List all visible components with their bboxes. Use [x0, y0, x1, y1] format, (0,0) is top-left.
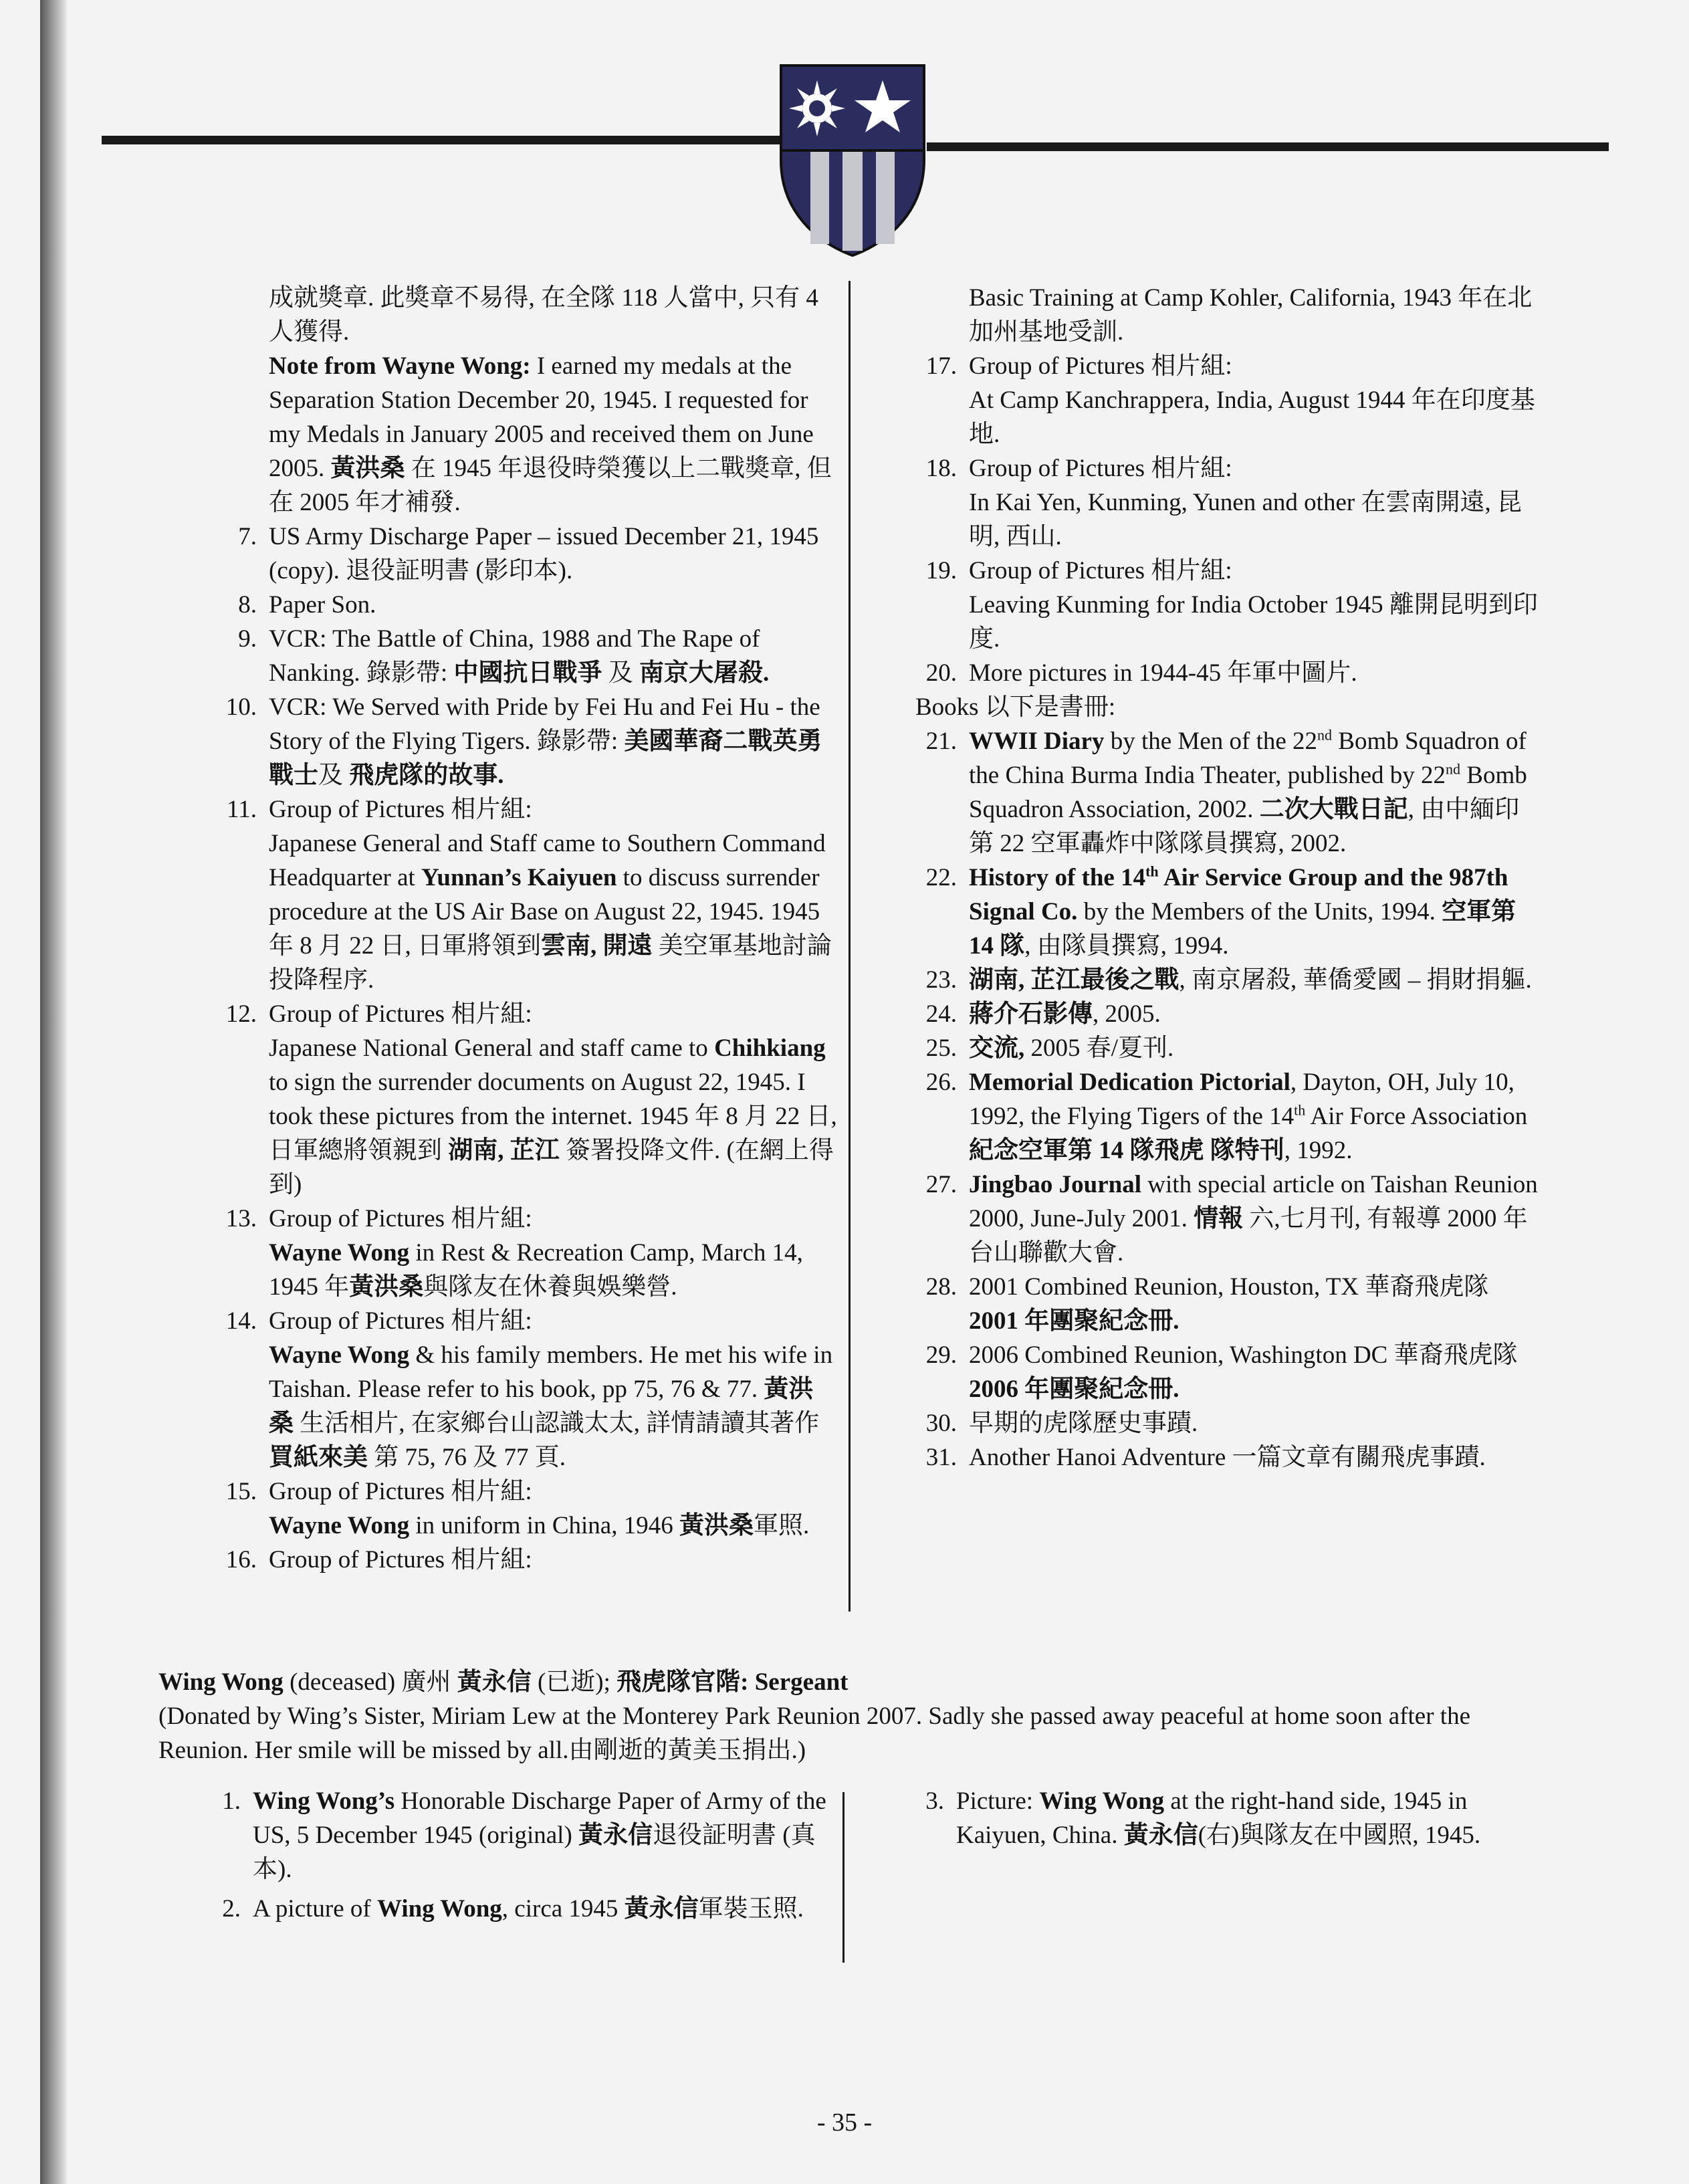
item-text: , Dayton, OH, July 10, 1992, the Flying Tigers of the 14: [969, 1069, 1514, 1130]
item-number: 9.: [238, 625, 257, 653]
book-title: History of the 14: [969, 864, 1146, 891]
desc-text: 簽署投降文件. (在網上得到): [269, 1137, 834, 1198]
item-bold: 2006 年團聚紀念冊.: [969, 1376, 1179, 1403]
item-text: by the Men of the 22: [1104, 728, 1318, 755]
book-title: 交流,: [969, 1034, 1025, 1062]
item-title: Group of Pictures 相片組:: [969, 455, 1232, 482]
desc-text: in uniform in China, 1946: [409, 1512, 679, 1539]
item-number: 10.: [225, 693, 257, 721]
list-item: [215, 690, 837, 792]
item-text: , 由隊員撰寫, 1994.: [1024, 932, 1229, 960]
binding-shadow: [40, 0, 67, 2184]
desc-bold: Wayne Wong: [269, 1341, 410, 1369]
item-number: 26.: [925, 1069, 957, 1096]
item-text: Bomb Squadron Association, 2002.: [969, 762, 1527, 823]
item-number: 17.: [925, 352, 957, 380]
item-number: 7.: [238, 523, 257, 550]
item-title: Group of Pictures 相片組:: [969, 352, 1232, 380]
book-title: Memorial Dedication Pictorial: [969, 1069, 1290, 1096]
item-text: 2005 春/夏刊.: [1024, 1034, 1174, 1062]
desc-bold: Wayne Wong: [269, 1512, 410, 1539]
wing-right-column: [903, 1784, 1531, 1852]
item-text: US Army Discharge Paper – issued December 21, 1945 (copy). 退役証明書 (影印本).: [269, 523, 819, 584]
item-number: 2.: [222, 1895, 241, 1923]
desc-text: in Rest & Recreation Camp, March 14, 1945 年: [269, 1239, 803, 1301]
item-text: Honorable Discharge Paper of Army of the US, 5 December 1945 (original): [253, 1787, 826, 1849]
desc-text: & his family members. He met his wife in Taishan. Please refer to his book, pp 75, 76 & 77.: [269, 1341, 833, 1403]
item-description: In Kai Yen, Kunming, Yunen and other 在雲南開遠, 昆明, 西山.: [969, 489, 1522, 550]
item-number: 28.: [925, 1273, 957, 1301]
person-name: Wing Wong: [158, 1668, 284, 1696]
item-text: 退役証明書 (真本).: [253, 1822, 816, 1883]
list-item: [915, 1031, 1544, 1065]
item-number: 23.: [925, 966, 957, 994]
list-item: [215, 1202, 837, 1236]
item-bold: 空軍第 14 隊: [969, 898, 1516, 960]
list-item: [915, 997, 1544, 1031]
item-bold: 二次大戰日記: [1259, 796, 1408, 823]
desc-bold: 黃洪桑: [269, 1376, 814, 1437]
item-text: , 由中緬印第 22 空軍轟炸中隊隊員撰寫, 2002.: [969, 796, 1520, 857]
book-title: Air Service Group and the 987th Signal Co.: [969, 864, 1508, 925]
item-number: 15.: [225, 1478, 257, 1505]
desc-bold: 黃洪桑: [349, 1273, 424, 1301]
rank-label: 飛虎隊官階: Sergeant: [616, 1668, 849, 1696]
item-text: at the right-hand side, 1945 in Kaiyuen, China.: [956, 1787, 1468, 1849]
book-title: WWII Diary: [969, 728, 1105, 755]
list-item: [915, 963, 1544, 997]
item-bold: 情報: [1194, 1205, 1244, 1232]
note-from-wayne-wong: [215, 349, 837, 520]
item-bold: 2001 年團聚紀念冊.: [969, 1307, 1179, 1335]
item-description: [215, 1509, 837, 1543]
item-description: [215, 1338, 837, 1475]
item-text: A picture of: [253, 1895, 377, 1923]
item-text: 及: [602, 659, 639, 687]
book-title: Jingbao Journal: [969, 1171, 1142, 1198]
heading-text: (已逝);: [531, 1668, 617, 1696]
desc-text: 第 75, 76 及 77 頁.: [368, 1444, 566, 1471]
superscript: nd: [1317, 726, 1333, 744]
item-bold: Wing Wong: [376, 1895, 502, 1923]
item-number: 16.: [225, 1546, 257, 1573]
left-column: [215, 281, 837, 1577]
list-item: [903, 1784, 1531, 1852]
item-number: 22.: [925, 864, 957, 891]
item-text: by the Members of the Units, 1994.: [1077, 898, 1442, 925]
item-text: 早期的虎隊歷史事蹟.: [969, 1410, 1198, 1437]
list-item: [215, 1475, 837, 1509]
item-text: Picture:: [956, 1787, 1040, 1815]
item-text: , 1992.: [1284, 1137, 1353, 1164]
desc-text: 生活相片, 在家鄉台山認識太太, 詳情請讀其著作: [294, 1410, 820, 1437]
item-number: 11.: [227, 796, 257, 823]
item-title: Group of Pictures 相片組:: [969, 557, 1232, 584]
heading-bold: 黃永信: [457, 1668, 532, 1696]
item-number: 3.: [925, 1787, 944, 1815]
list-item: [915, 656, 1544, 690]
list-item: [915, 1065, 1544, 1168]
desc-text: Japanese General and Staff came to Southern Command Headquarter at: [269, 830, 826, 891]
item-description: [215, 1236, 837, 1304]
item-bold: 飛虎隊的故事.: [349, 762, 504, 789]
item-bold: 黃永信: [578, 1822, 653, 1849]
desc-bold: 買紙來美: [269, 1444, 368, 1471]
list-item: [215, 997, 837, 1031]
note-text: I earned my medals at the Separation Station December 20, 1945. I requested for my Medals in January 2005 and received them on June 2005.: [269, 352, 814, 482]
item-title: Group of Pictures 相片組:: [269, 1307, 532, 1335]
item-title: Group of Pictures 相片組:: [269, 1478, 532, 1505]
item-number: 27.: [925, 1171, 957, 1198]
item-text: 軍裝玉照.: [698, 1895, 804, 1923]
item-description: [215, 827, 837, 997]
item-description: [215, 1031, 837, 1202]
list-item: [915, 724, 1544, 861]
item-text: VCR: We Served with Pride by Fei Hu and Fei Hu - the Story of the Flying Tigers. 錄影帶:: [269, 693, 820, 755]
list-item: [215, 588, 837, 622]
list-item: [915, 1338, 1544, 1406]
item-number: 13.: [225, 1205, 257, 1232]
item-text: 六,七月刊, 有報導 2000 年台山聯歡大會.: [969, 1205, 1528, 1267]
desc-text: to discuss surrender procedure at the US Air Base on August 22, 1945. 1945 年 8 月 22 日, 日軍將領到: [269, 864, 820, 960]
item-text: , 2005.: [1093, 1000, 1161, 1028]
item-number: 25.: [925, 1034, 957, 1062]
item-text: 2001 Combined Reunion, Houston, TX 華裔飛虎隊: [969, 1273, 1489, 1301]
cbi-shoulder-patch-emblem: [776, 60, 929, 261]
item-text: (右)與隊友在中國照, 1945.: [1198, 1822, 1481, 1849]
item-description: Basic Training at Camp Kohler, California, 1943 年在北加州基地受訓.: [969, 284, 1533, 346]
item-number: 18.: [925, 455, 957, 482]
item-text: VCR: The Battle of China, 1988 and The Rape of Nanking. 錄影帶:: [269, 625, 760, 687]
item-bold: Wing Wong’s: [253, 1787, 395, 1815]
header-rule-right: [927, 142, 1609, 151]
superscript: th: [1294, 1101, 1306, 1119]
desc-bold: 湖南, 芷江: [448, 1137, 560, 1164]
item-number: 12.: [225, 1000, 257, 1028]
list-item: [915, 349, 1544, 383]
item-title: Group of Pictures 相片組:: [269, 796, 532, 823]
list-item: [915, 1270, 1544, 1338]
superscript: th: [1145, 863, 1159, 880]
item-text: Bomb Squadron of the China Burma India Theater, published by 22: [969, 728, 1527, 789]
item-number: 14.: [225, 1307, 257, 1335]
list-item: [915, 861, 1544, 963]
list-item: [915, 451, 1544, 485]
desc-bold: Yunnan’s Kaiyuen: [421, 864, 617, 891]
item-text: with special article on Taishan Reunion 2000, June-July 2001.: [969, 1171, 1538, 1232]
item-text: 2006 Combined Reunion, Washington DC 華裔飛虎隊: [969, 1341, 1518, 1369]
list-item: [215, 1304, 837, 1338]
list-item: [215, 622, 837, 690]
item-text: , circa 1945: [501, 1895, 625, 1923]
desc-text: 與隊友在休養與娛樂營.: [423, 1273, 677, 1301]
item-title: Group of Pictures 相片組:: [269, 1000, 532, 1028]
books-heading: Books 以下是書冊:: [915, 693, 1116, 721]
desc-text: Japanese National General and staff came to: [269, 1034, 715, 1062]
heading-text: (deceased) 廣州: [283, 1668, 457, 1696]
desc-text: to sign the surrender documents on August 22, 1945. I took these pictures from the internet. 1945 年 8 月 22 日, 日軍總將領親到: [269, 1069, 837, 1164]
column-divider-top: [849, 281, 851, 1612]
column-divider-bottom: [842, 1792, 844, 1963]
list-item: [915, 1440, 1544, 1475]
item-number: 30.: [925, 1410, 957, 1437]
item-bold: 黃永信: [1123, 1822, 1198, 1849]
donation-note: (Donated by Wing’s Sister, Miriam Lew at the Monterey Park Reunion 2007. Sadly she passed away peaceful at home soon after the Reunion. Her smile will be missed by all.由剛逝的黃美玉捐出.): [158, 1703, 1470, 1764]
book-title: 湖南, 芷江最後之戰: [969, 966, 1179, 994]
list-item: [915, 1168, 1544, 1270]
superscript: nd: [1446, 760, 1461, 778]
item-number: 21.: [925, 728, 957, 755]
item-number: 29.: [925, 1341, 957, 1369]
item-description: Leaving Kunming for India October 1945 離開昆明到印度.: [969, 591, 1538, 653]
desc-bold: Chihkiang: [714, 1034, 826, 1062]
item-bold: 紀念空軍第 14 隊飛虎 隊特刊: [969, 1137, 1284, 1164]
list-item: [915, 554, 1544, 588]
desc-text: 軍照.: [753, 1512, 810, 1539]
item-number: 1.: [222, 1787, 241, 1815]
item-text: Paper Son.: [269, 591, 376, 619]
medal-intro-text: 成就獎章. 此獎章不易得, 在全隊 118 人當中, 只有 4 人獲得.: [269, 284, 818, 346]
item-bold: 美國華裔二戰英勇戰士: [269, 728, 822, 789]
wing-left-column: [199, 1784, 834, 1926]
list-item: [215, 792, 837, 827]
book-title: 蔣介石影傳: [969, 1000, 1093, 1028]
item-description: At Camp Kanchrappera, India, August 1944 年在印度基地.: [969, 387, 1535, 448]
list-item: [915, 1406, 1544, 1440]
item-number: 20.: [925, 659, 957, 687]
desc-bold: 雲南, 開遠: [541, 932, 653, 960]
item-text: , 南京屠殺, 華僑愛國 – 捐財捐軀.: [1179, 966, 1532, 994]
item-number: 31.: [925, 1444, 957, 1471]
desc-bold: 黃洪桑: [679, 1512, 754, 1539]
item-text: Another Hanoi Adventure 一篇文章有關飛虎事蹟.: [969, 1444, 1486, 1471]
item-text: Air Force Association: [1305, 1103, 1528, 1130]
note-zh-name: 黃洪桑: [330, 455, 405, 482]
wing-wong-section-header: [158, 1665, 1549, 1767]
item-text: 及: [318, 762, 350, 789]
item-bold: 黃永信: [624, 1895, 699, 1923]
list-item: [199, 1892, 834, 1926]
wing-wong-heading: [158, 1665, 1549, 1699]
item-title: Group of Pictures 相片組:: [269, 1205, 532, 1232]
list-item: [215, 1543, 837, 1577]
desc-bold: Wayne Wong: [269, 1239, 410, 1267]
note-label: Note from Wayne Wong:: [269, 352, 531, 380]
item-bold: Wing Wong: [1039, 1787, 1165, 1815]
right-column: [915, 281, 1544, 1475]
item-number: 24.: [925, 1000, 957, 1028]
item-bold: 中國抗日戰爭: [453, 659, 602, 687]
desc-text: 美空軍基地討論投降程序.: [269, 932, 832, 994]
list-item: [215, 520, 837, 588]
list-item: [199, 1784, 834, 1886]
item-number: 19.: [925, 557, 957, 584]
item-bold: 南京大屠殺.: [639, 659, 770, 687]
note-zh-text: 在 1945 年退役時榮獲以上二戰獎章, 但在 2005 年才補發.: [269, 455, 832, 516]
item-title: Group of Pictures 相片組:: [269, 1546, 532, 1573]
page-number: - 35 -: [816, 2108, 873, 2137]
item-number: 8.: [238, 591, 257, 619]
header-rule-left: [102, 136, 782, 144]
item-text: More pictures in 1944-45 年軍中圖片.: [969, 659, 1357, 687]
